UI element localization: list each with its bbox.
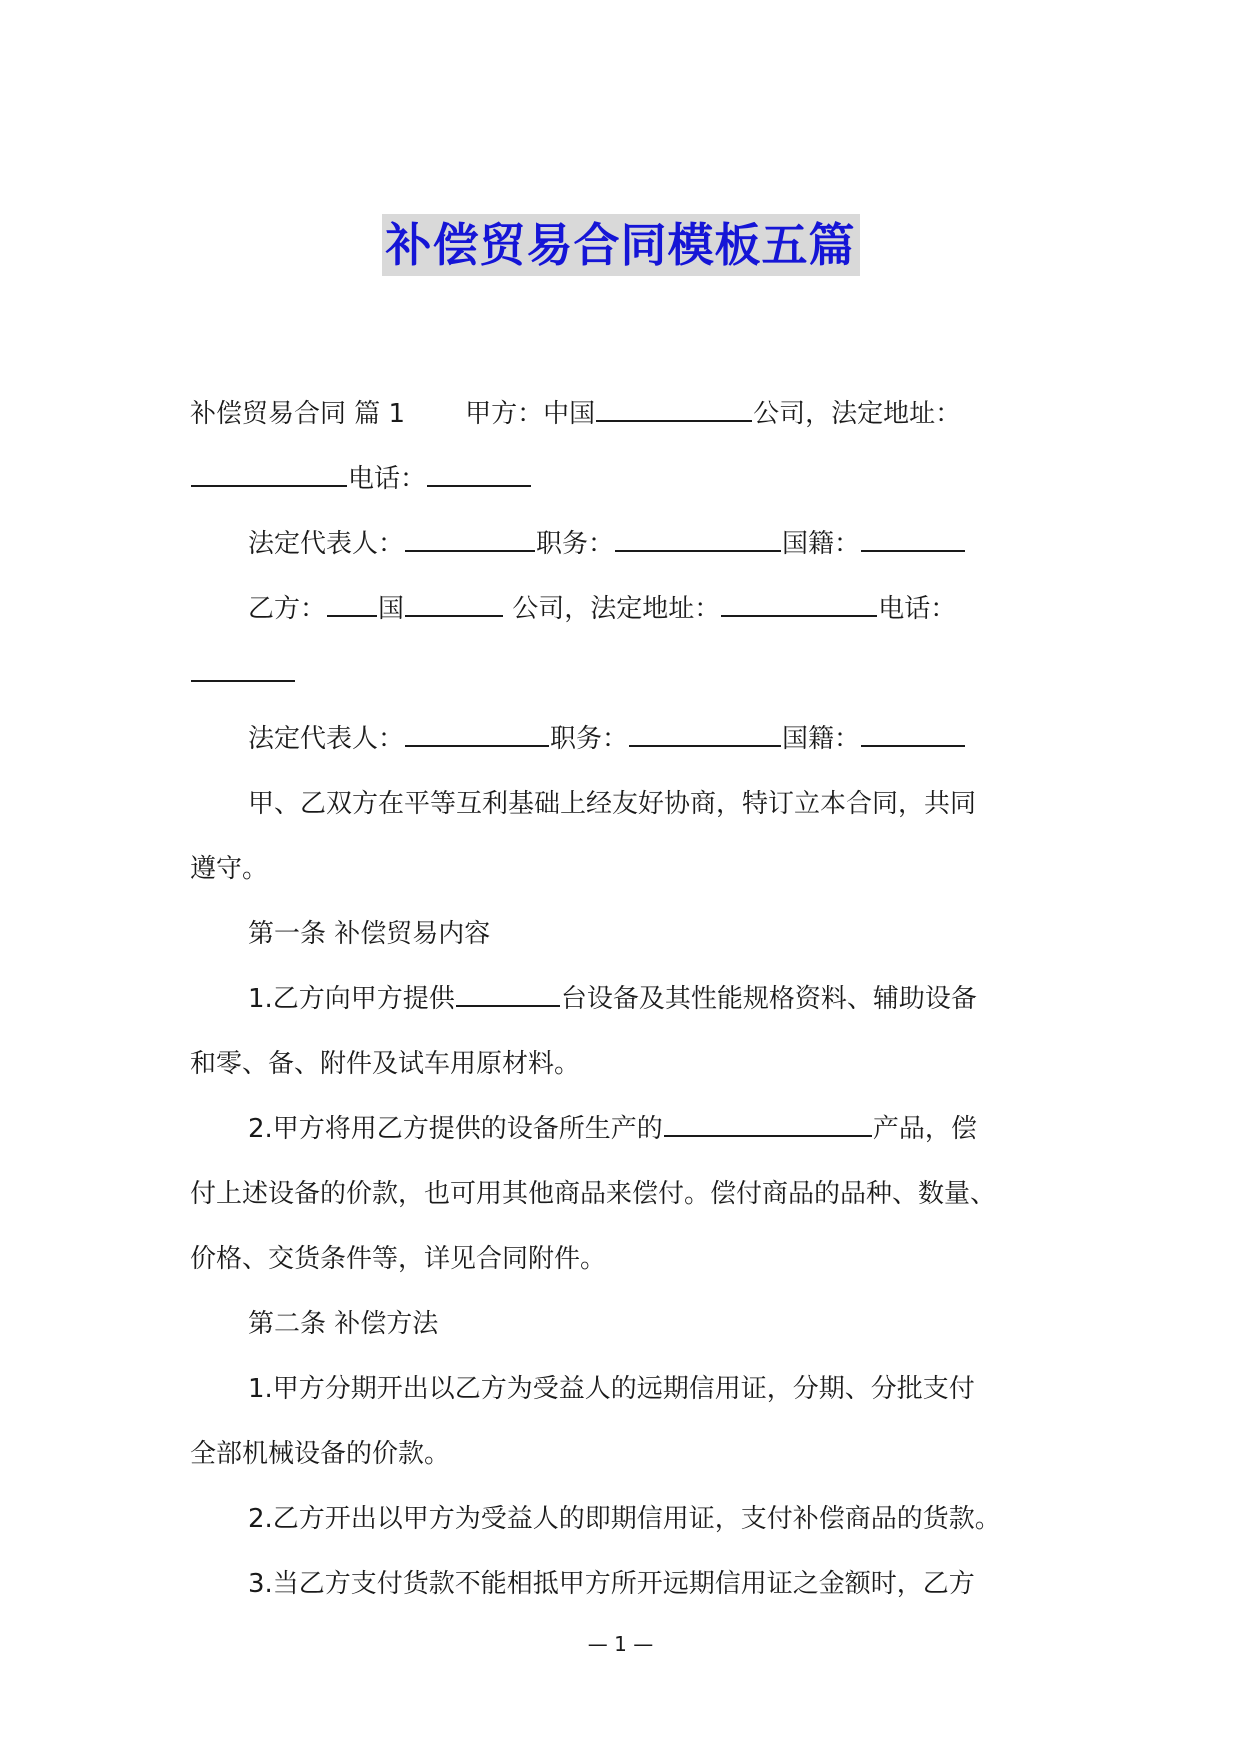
blank-field	[596, 394, 752, 422]
title-wrap	[0, 214, 1241, 276]
blank-field	[721, 589, 877, 617]
blank-field	[405, 524, 535, 552]
blank-field	[405, 589, 503, 617]
blank-field	[615, 524, 781, 552]
blank-field	[664, 1109, 872, 1137]
blank-field	[456, 979, 560, 1007]
position-label: 职务：	[536, 529, 615, 559]
representative-label: 法定代表人：	[248, 529, 405, 559]
nationality-label: 国籍：	[782, 529, 861, 559]
party-a-line-2	[190, 447, 1060, 512]
party-a-label: 甲方：中国	[465, 399, 596, 429]
party-a-phone-label: 电话：	[348, 464, 427, 494]
party-b-line-2	[190, 642, 1060, 707]
clause-2-3-line-1: 3.当乙方支付货款不能相抵甲方所开远期信用证之金额时，乙方	[248, 1569, 975, 1599]
clause-text: 1.乙方向甲方提供	[248, 984, 455, 1014]
blank-field	[427, 459, 531, 487]
party-a-representative-line	[190, 512, 1060, 577]
nationality-label: 国籍：	[782, 724, 861, 754]
blank-field	[861, 719, 965, 747]
clause-1-1-line-2: 和零、备、附件及试车用原材料。	[190, 1049, 581, 1079]
party-b-representative-line	[190, 707, 1060, 772]
clause-1-2-line-3: 价格、交货条件等，详见合同附件。	[190, 1244, 607, 1274]
blank-field	[861, 524, 965, 552]
preamble-line-1: 甲、乙双方在平等互利基础上经友好协商，特订立本合同，共同	[248, 789, 977, 819]
clause-1-2-line-2: 付上述设备的价款，也可用其他商品来偿付。偿付商品的品种、数量、	[190, 1179, 997, 1209]
party-b-address-label: 公司，法定地址：	[504, 594, 721, 624]
representative-label: 法定代表人：	[248, 724, 405, 754]
clause-2-1-line-2: 全部机械设备的价款。	[190, 1439, 451, 1469]
clause-2-1-line-1: 1.甲方分期开出以乙方为受益人的远期信用证，分期、分批支付	[248, 1374, 975, 1404]
position-label: 职务：	[550, 724, 629, 754]
blank-field	[191, 654, 295, 682]
party-a-line-1	[190, 382, 1060, 447]
contract-heading: 补偿贸易合同 篇 1	[190, 399, 406, 429]
party-b-label: 乙方：	[248, 594, 327, 624]
blank-field	[629, 719, 781, 747]
party-b-line-1	[190, 577, 1060, 642]
clause-1-1-line-1	[190, 967, 1060, 1032]
clause-text: 2.甲方将用乙方提供的设备所生产的	[248, 1114, 663, 1144]
clause-2-2-line-1: 2.乙方开出以甲方为受益人的即期信用证，支付补偿商品的货款。	[248, 1504, 1001, 1534]
clause-text: 产品，偿	[872, 1114, 977, 1144]
clause-1-2-line-1	[190, 1097, 1060, 1162]
page-number: — 1 —	[587, 1632, 654, 1656]
party-b-country-label: 国	[378, 594, 405, 624]
article-2-heading: 第二条 补偿方法	[248, 1309, 439, 1339]
blank-field	[327, 589, 377, 617]
preamble-line-2: 遵守。	[190, 854, 269, 884]
clause-text: 台设备及其性能规格资料、辅助设备	[560, 984, 977, 1014]
blank-field	[191, 459, 347, 487]
document-title: 补偿贸易合同模板五篇	[382, 214, 860, 276]
party-b-phone-label: 电话：	[878, 594, 957, 624]
blank-field	[405, 719, 549, 747]
article-1-heading: 第一条 补偿贸易内容	[248, 919, 491, 949]
document-body	[190, 382, 1060, 1617]
party-a-address-label: 公司，法定地址：	[753, 399, 962, 429]
